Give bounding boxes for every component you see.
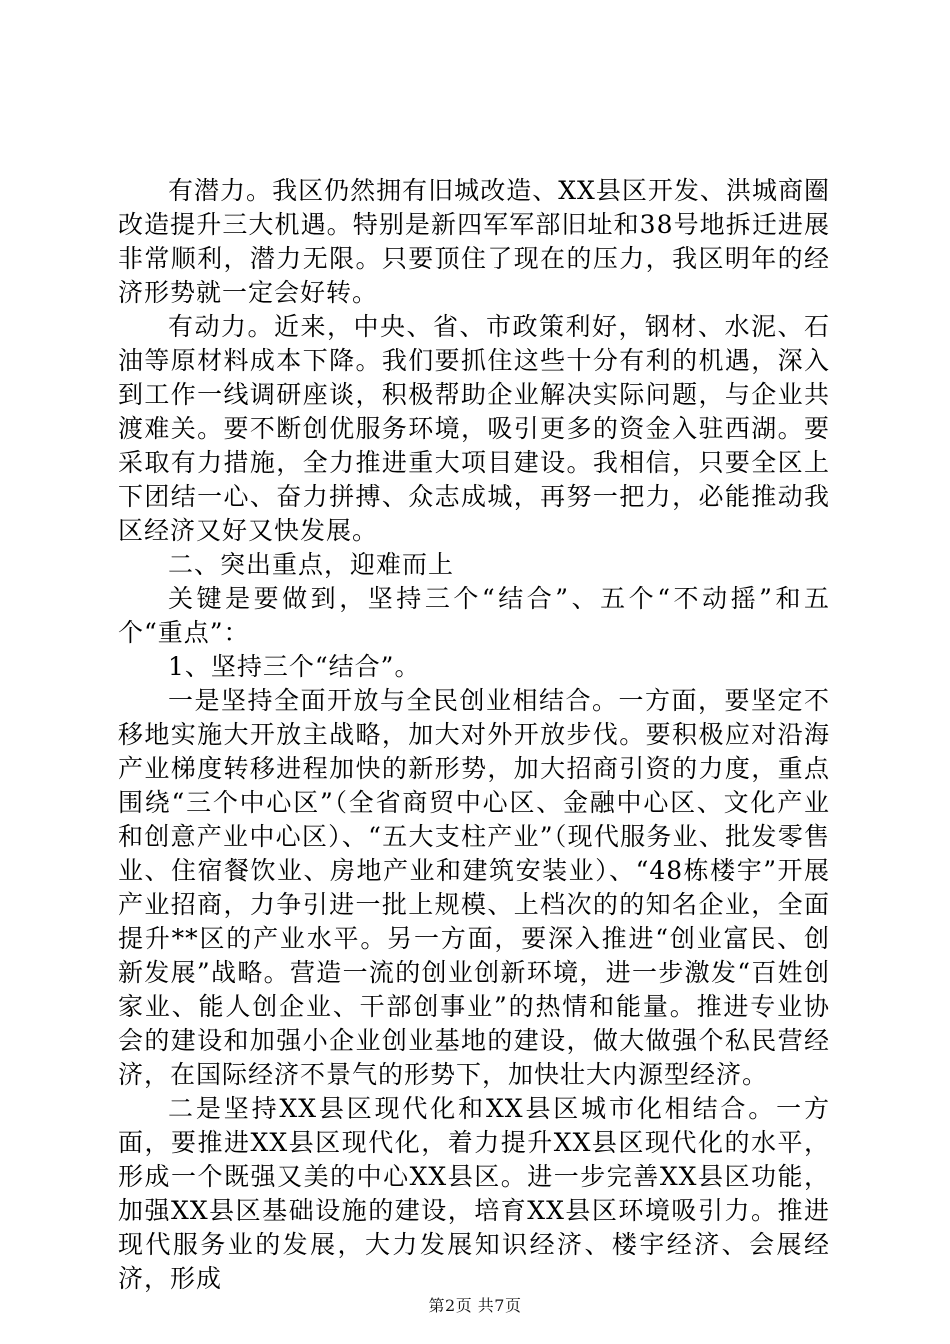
paragraph-potential: 有潜力。我区仍然拥有旧城改造、XX县区开发、洪城商圈改造提升三大机遇。特别是新四军军部旧址和38号地拆迁进展非常顺利，潜力无限。只要顶住了现在的压力，我区明年的经济形势就一定会好转。 bbox=[118, 176, 830, 307]
paragraph-first-combination: 一是坚持全面开放与全民创业相结合。一方面，要坚定不移地实施大开放主战略，加大对外开放步伐。要积极应对沿海产业梯度转移进程加快的新形势，加大招商引资的力度，重点围绕“三个中心区”（全省商贸中心区、金融中心区、文化产业和创意产业中心区）、“五大支柱产业”（现代服务业、批发零售业、住宿餐饮业、房地产业和建筑安装业）、“48栋楼宇”开展产业招商，力争引进一批上规模、上档次的的知名企业，全面提升**区的产业水平。另一方面，要深入推进“创业富民、创新发展”战略。营造一流的创业创新环境，进一步激发“百姓创家业、能人创企业、干部创事业”的热情和能量。推进专业协会的建设和加强小企业创业基地的建设，做大做强个私民营经济，在国际经济不景气的形势下，加快壮大内源型经济。 bbox=[118, 686, 830, 1089]
subsection-heading: 1、坚持三个“结合”。 bbox=[168, 652, 421, 681]
paragraph-key-points: 关键是要做到，坚持三个“结合”、五个“不动摇”和五个“重点”： bbox=[118, 584, 830, 647]
page-footer: 第2页 共7页 bbox=[428, 1296, 522, 1315]
document-body bbox=[118, 174, 830, 1296]
paragraph-momentum: 有动力。近来，中央、省、市政策利好，钢材、水泥、石油等原材料成本下降。我们要抓住这些十分有利的机遇，深入到工作一线调研座谈，积极帮助企业解决实际问题，与企业共渡难关。要不断创优服务环境，吸引更多的资金入驻西湖。要采取有力措施，全力推进重大项目建设。我相信，只要全区上下团结一心、奋力拼搏、众志成城，再努一把力，必能推动我区经济又好又快发展。 bbox=[118, 312, 830, 545]
paragraph-second-combination: 二是坚持XX县区现代化和XX县区城市化相结合。一方面，要推进XX县区现代化，着力提升XX县区现代化的水平，形成一个既强又美的中心XX县区。进一步完善XX县区功能，加强XX县区基础设施的建设，培育XX县区环境吸引力。推进现代服务业的发展，大力发展知识经济、楼宇经济、会展经济，形成 bbox=[118, 1094, 830, 1293]
section-heading: 二、突出重点，迎难而上 bbox=[168, 550, 455, 579]
